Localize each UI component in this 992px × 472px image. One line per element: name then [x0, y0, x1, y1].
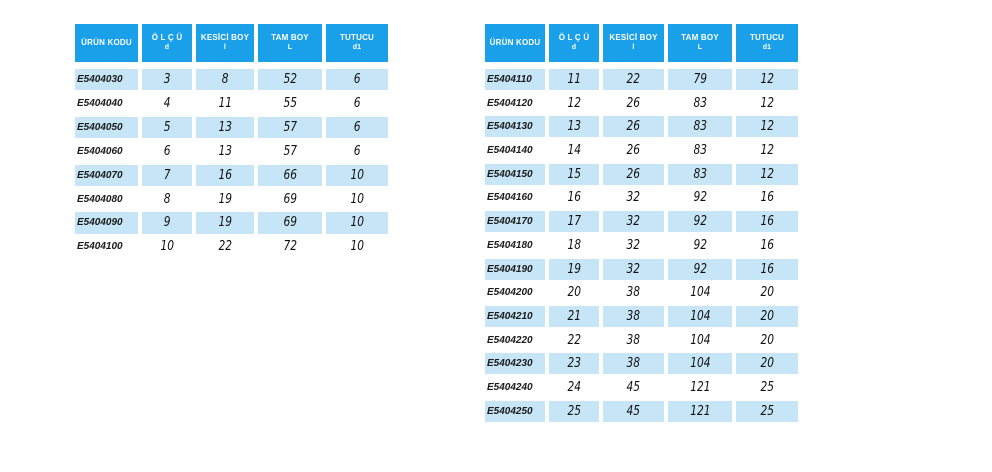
cell-value: 57 [283, 143, 297, 159]
cell-code [485, 282, 545, 303]
cell-value: 16 [567, 190, 581, 206]
cell-value: 11 [567, 72, 581, 88]
cell-size [549, 259, 599, 280]
cell-cut-length [603, 282, 664, 303]
cell-value: 32 [626, 214, 641, 230]
cell-full-length [668, 69, 732, 90]
cell-value: 66 [283, 167, 297, 183]
cell-value: 16 [760, 237, 774, 253]
cell-size [549, 306, 599, 327]
cell-size [142, 93, 192, 114]
cell-value: 10 [350, 215, 364, 231]
cell-value: 26 [626, 119, 641, 135]
cell-value: 83 [693, 119, 707, 135]
cell-cut-length [603, 93, 664, 114]
table-row [485, 306, 802, 327]
cell-cut-length [196, 188, 254, 209]
cell-value: 38 [626, 332, 641, 348]
cell-value: 121 [689, 379, 711, 395]
header-label: KESİCİ BOY [609, 33, 658, 42]
header-label: ÜRÜN KODU [489, 38, 541, 47]
table-row [485, 377, 802, 398]
cell-size [142, 117, 192, 138]
cell-code [485, 259, 545, 280]
cell-value: 45 [626, 379, 641, 395]
cell-size [549, 93, 599, 114]
cell-code [485, 330, 545, 351]
cell-size [549, 353, 599, 374]
cell-value: 6 [163, 143, 171, 159]
table-row [75, 188, 392, 209]
cell-value: 25 [760, 403, 774, 419]
cell-code [75, 141, 138, 162]
cell-value: E5404140 [487, 145, 533, 157]
cell-holder [326, 165, 388, 186]
table-row [75, 117, 392, 138]
cell-value: E5404080 [77, 193, 123, 205]
cell-value: 69 [283, 215, 297, 231]
table-row [75, 141, 392, 162]
cell-size [549, 282, 599, 303]
cell-value: 32 [626, 237, 641, 253]
cell-holder [326, 69, 388, 90]
table-row [75, 212, 392, 233]
header-size [549, 24, 599, 62]
cell-size [549, 377, 599, 398]
cell-full-length [668, 306, 732, 327]
table-row [485, 69, 802, 90]
table-row [485, 353, 802, 374]
cell-value: 7 [163, 167, 171, 183]
cell-value: 9 [163, 215, 171, 231]
cell-value: E5404160 [487, 192, 533, 204]
cell-value: 6 [353, 143, 361, 159]
header-symbol: d1 [352, 44, 362, 51]
cell-value: 13 [567, 119, 581, 135]
cell-holder [736, 187, 798, 208]
cell-value: 55 [283, 96, 297, 112]
cell-code [485, 377, 545, 398]
cell-size [142, 236, 192, 257]
table-row [75, 93, 392, 114]
cell-cut-length [196, 236, 254, 257]
cell-full-length [258, 93, 322, 114]
cell-size [142, 69, 192, 90]
header-cut-length [196, 24, 254, 62]
cell-cut-length [603, 401, 664, 422]
cell-holder [736, 116, 798, 137]
cell-value: 20 [760, 332, 774, 348]
header-label: KESİCİ BOY [200, 33, 250, 42]
cell-value: 92 [693, 237, 707, 253]
table-row [485, 187, 802, 208]
cell-value: 52 [283, 72, 297, 88]
cell-value: E5404060 [77, 145, 123, 157]
cell-code [485, 93, 545, 114]
cell-value: E5404120 [487, 97, 533, 109]
cell-value: 22 [626, 72, 641, 88]
header-code [75, 24, 138, 62]
cell-holder [736, 164, 798, 185]
cell-value: 10 [160, 239, 174, 255]
cell-size [549, 235, 599, 256]
cell-value: 10 [350, 239, 364, 255]
cell-full-length [668, 330, 732, 351]
cell-value: 25 [567, 403, 581, 419]
cell-holder [736, 282, 798, 303]
cell-value: 18 [567, 237, 581, 253]
cell-value: 13 [218, 143, 232, 159]
header-cut-length [603, 24, 664, 62]
cell-size [142, 141, 192, 162]
cell-value: 17 [567, 214, 581, 230]
cell-cut-length [603, 164, 664, 185]
cell-full-length [668, 401, 732, 422]
cell-code [485, 353, 545, 374]
cell-value: 20 [760, 308, 774, 324]
header-holder [326, 24, 388, 62]
cell-size [549, 164, 599, 185]
cell-cut-length [196, 212, 254, 233]
cell-value: E5404230 [487, 358, 533, 370]
cell-value: 32 [626, 190, 641, 206]
header-symbol: d [164, 44, 170, 51]
cell-full-length [668, 93, 732, 114]
cell-value: 19 [567, 261, 581, 277]
cell-full-length [668, 187, 732, 208]
cell-size [549, 140, 599, 161]
header-label: TAM BOY [681, 33, 719, 42]
cell-value: 12 [760, 72, 774, 88]
cell-value: 6 [353, 96, 361, 112]
cell-value: 12 [760, 119, 774, 135]
cell-cut-length [196, 93, 254, 114]
cell-code [485, 164, 545, 185]
cell-code [75, 212, 138, 233]
cell-full-length [258, 117, 322, 138]
header-symbol: l [223, 44, 227, 51]
cell-value: 16 [760, 214, 774, 230]
cell-value: E5404040 [77, 98, 123, 110]
table-row [75, 69, 392, 90]
cell-value: 38 [626, 308, 641, 324]
cell-size [549, 401, 599, 422]
cell-code [485, 69, 545, 90]
cell-value: E5404250 [487, 405, 533, 417]
cell-full-length [668, 164, 732, 185]
cell-value: 21 [567, 308, 581, 324]
cell-value: 72 [283, 239, 297, 255]
cell-code [75, 93, 138, 114]
cell-value: 92 [693, 261, 707, 277]
cell-cut-length [196, 69, 254, 90]
table-row [485, 330, 802, 351]
cell-value: 14 [567, 143, 581, 159]
header-row [75, 24, 392, 62]
cell-value: 79 [693, 72, 707, 88]
cell-value: 22 [218, 239, 232, 255]
cell-value: 11 [218, 96, 232, 112]
cell-size [549, 187, 599, 208]
table-row [485, 259, 802, 280]
cell-value: 104 [689, 285, 711, 301]
cell-code [75, 117, 138, 138]
cell-value: 104 [689, 332, 711, 348]
table-row [75, 165, 392, 186]
header-label: TAM BOY [271, 33, 309, 42]
cell-value: 92 [693, 190, 707, 206]
cell-code [75, 236, 138, 257]
cell-value: E5404180 [487, 239, 533, 251]
cell-value: 16 [760, 261, 774, 277]
product-table-left [75, 24, 392, 260]
cell-holder [736, 211, 798, 232]
cell-value: 57 [283, 119, 297, 135]
header-size [142, 24, 192, 62]
cell-value: 45 [626, 403, 641, 419]
product-table-right [485, 24, 802, 424]
cell-value: 15 [567, 166, 581, 182]
cell-value: 23 [567, 356, 581, 372]
cell-full-length [258, 165, 322, 186]
cell-value: 26 [626, 143, 641, 159]
header-full-length [668, 24, 732, 62]
cell-holder [326, 93, 388, 114]
cell-code [485, 140, 545, 161]
cell-value: E5404030 [77, 74, 123, 86]
table-row [485, 282, 802, 303]
cell-value: E5404050 [77, 121, 123, 133]
cell-holder [326, 117, 388, 138]
cell-value: 4 [163, 96, 171, 112]
cell-value: 12 [567, 95, 581, 111]
cell-full-length [258, 69, 322, 90]
header-full-length [258, 24, 322, 62]
cell-value: E5404210 [487, 310, 533, 322]
cell-cut-length [603, 306, 664, 327]
table-row [485, 116, 802, 137]
cell-size [142, 165, 192, 186]
cell-size [549, 211, 599, 232]
cell-code [75, 69, 138, 90]
cell-value: E5404070 [77, 169, 123, 181]
table-row [485, 211, 802, 232]
cell-value: 32 [626, 261, 641, 277]
cell-full-length [668, 140, 732, 161]
cell-cut-length [603, 69, 664, 90]
cell-cut-length [603, 140, 664, 161]
cell-value: 38 [626, 285, 641, 301]
cell-code [485, 306, 545, 327]
cell-value: E5404110 [487, 74, 532, 86]
cell-value: 83 [693, 166, 707, 182]
cell-value: 3 [163, 72, 171, 88]
cell-cut-length [603, 211, 664, 232]
cell-value: 38 [626, 356, 641, 372]
table-row [485, 235, 802, 256]
cell-code [485, 401, 545, 422]
cell-holder [736, 259, 798, 280]
cell-value: E5404090 [77, 217, 123, 229]
cell-cut-length [603, 377, 664, 398]
cell-full-length [668, 235, 732, 256]
cell-full-length [668, 259, 732, 280]
cell-full-length [668, 377, 732, 398]
cell-value: 16 [218, 167, 232, 183]
cell-full-length [668, 211, 732, 232]
header-symbol: d1 [762, 44, 772, 51]
table-row [75, 236, 392, 257]
cell-full-length [668, 116, 732, 137]
cell-value: 20 [760, 356, 774, 372]
cell-holder [326, 236, 388, 257]
cell-value: 104 [689, 356, 711, 372]
cell-value: 8 [163, 191, 171, 207]
cell-full-length [668, 282, 732, 303]
cell-holder [736, 353, 798, 374]
cell-value: 10 [350, 191, 364, 207]
cell-value: 83 [693, 95, 707, 111]
cell-value: 22 [567, 332, 581, 348]
cell-size [142, 188, 192, 209]
cell-value: E5404220 [487, 334, 533, 346]
cell-size [549, 116, 599, 137]
header-code [485, 24, 545, 62]
cell-full-length [258, 212, 322, 233]
cell-holder [736, 306, 798, 327]
cell-value: E5404150 [487, 168, 533, 180]
cell-value: 92 [693, 214, 707, 230]
cell-code [75, 188, 138, 209]
cell-full-length [668, 353, 732, 374]
cell-cut-length [603, 187, 664, 208]
cell-value: 8 [221, 72, 229, 88]
table-row [485, 164, 802, 185]
cell-value: 5 [163, 119, 171, 135]
header-symbol: L [287, 44, 293, 51]
cell-cut-length [196, 165, 254, 186]
cell-holder [326, 212, 388, 233]
cell-value: 26 [626, 166, 641, 182]
cell-size [549, 330, 599, 351]
table-row [485, 140, 802, 161]
cell-value: E5404130 [487, 121, 533, 133]
cell-value: 25 [760, 379, 774, 395]
cell-size [142, 212, 192, 233]
cell-code [485, 187, 545, 208]
cell-size [549, 69, 599, 90]
cell-holder [736, 377, 798, 398]
cell-cut-length [603, 116, 664, 137]
header-symbol: l [632, 44, 635, 51]
cell-value: 12 [760, 143, 774, 159]
cell-value: 19 [218, 191, 232, 207]
cell-code [485, 116, 545, 137]
table-row [485, 401, 802, 422]
cell-cut-length [603, 259, 664, 280]
cell-value: 20 [760, 285, 774, 301]
cell-value: 12 [760, 95, 774, 111]
header-row [485, 24, 802, 62]
cell-value: 16 [760, 190, 774, 206]
cell-cut-length [196, 117, 254, 138]
cell-cut-length [196, 141, 254, 162]
header-label: Ö L Ç Ü [151, 33, 183, 42]
cell-full-length [258, 236, 322, 257]
cell-holder [736, 235, 798, 256]
cell-holder [736, 330, 798, 351]
cell-code [485, 211, 545, 232]
cell-value: E5404200 [487, 287, 533, 299]
cell-value: 83 [693, 143, 707, 159]
header-symbol: d [571, 44, 577, 51]
cell-value: 26 [626, 95, 641, 111]
header-label: ÜRÜN KODU [81, 38, 132, 47]
cell-cut-length [603, 235, 664, 256]
cell-value: 10 [350, 167, 364, 183]
cell-holder [736, 401, 798, 422]
cell-value: 19 [218, 215, 232, 231]
header-symbol: L [697, 44, 703, 51]
cell-value: 104 [689, 308, 711, 324]
cell-holder [736, 69, 798, 90]
cell-holder [736, 93, 798, 114]
cell-code [485, 235, 545, 256]
cell-value: E5404170 [487, 216, 533, 228]
cell-code [75, 165, 138, 186]
table-row [485, 93, 802, 114]
cell-cut-length [603, 353, 664, 374]
cell-value: 69 [283, 191, 297, 207]
cell-holder [326, 141, 388, 162]
cell-value: E5404100 [77, 241, 123, 253]
header-label: TUTUCU [749, 33, 785, 42]
header-label: TUTUCU [339, 33, 375, 42]
cell-value: 6 [353, 72, 361, 88]
cell-value: 6 [353, 119, 361, 135]
cell-holder [736, 140, 798, 161]
cell-value: 12 [760, 166, 774, 182]
cell-full-length [258, 188, 322, 209]
cell-value: E5404190 [487, 263, 533, 275]
cell-value: 121 [689, 403, 711, 419]
cell-value: 13 [218, 119, 232, 135]
cell-full-length [258, 141, 322, 162]
cell-value: 24 [567, 379, 581, 395]
cell-holder [326, 188, 388, 209]
header-label: Ö L Ç Ü [558, 33, 590, 42]
cell-value: 20 [567, 285, 581, 301]
cell-cut-length [603, 330, 664, 351]
header-holder [736, 24, 798, 62]
cell-value: E5404240 [487, 381, 533, 393]
